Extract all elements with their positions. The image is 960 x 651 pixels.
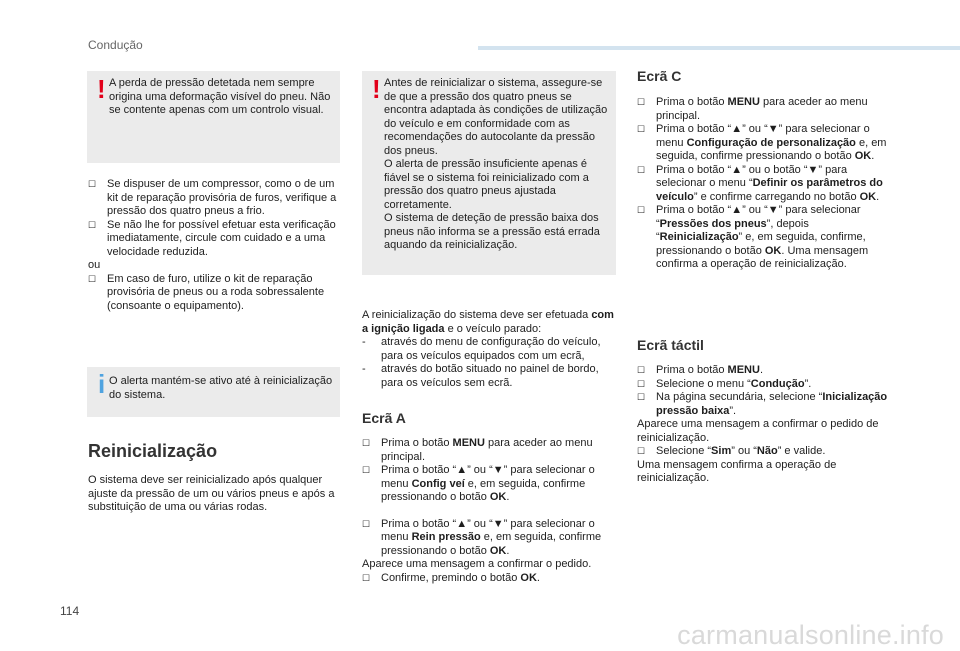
confirm-message: Aparece uma mensagem a confirmar o pedido. — [362, 558, 592, 570]
list-item: ☐ Selecione “Sim” ou “Não” e valide. — [637, 445, 826, 457]
checkbox-icon: ☐ — [637, 124, 646, 134]
watermark: carmanualsonline.info — [677, 620, 944, 650]
result-message: Uma mensagem confirma a operação de reinicialização. — [637, 458, 837, 484]
checkbox-icon: ☐ — [88, 179, 97, 189]
warning-icon: ! — [372, 74, 381, 104]
list-item: ☐ Prima o botão MENU. — [637, 364, 763, 376]
list-item: ☐ Prima o botão “▲” ou “▼” para selecionar o menu Configuração de personalização e, em seguida, confirme pressionando o botão OK. — [637, 123, 887, 162]
warning-text: Antes de reinicializar o sistema, assegure-se de que a pressão dos quatro pneus se encontra adaptada às condições de utilização do veículo e em conformidade com as recomendações do autocolante da pressão dos pneus. O alerta de pressão insuficiente apenas é fiável se o sistema foi reinicializado com a pressão dos quatro pneus ajustada corretamente. O sistema de deteção de pressão baixa dos pneus não informa se a pressão está errada aquando da reinicialização. — [384, 77, 608, 251]
checkbox-icon: ☐ — [637, 164, 646, 175]
list-item: ☐ Prima o botão “▲” ou “▼” para selecionar o menu Rein pressão e, em seguida, confirme pressionando o botão OK. — [362, 517, 602, 557]
warning-box-pressure — [87, 71, 340, 163]
header-bar — [478, 46, 960, 50]
checkbox-icon: ☐ — [362, 438, 371, 448]
reset-description: O sistema deve ser reinicializado após qualquer ajuste da pressão de um ou vários pneus e após a substituição de uma ou várias rodas. — [88, 474, 335, 513]
section-heading-ecra-c: Ecrã C — [637, 68, 682, 84]
list-item: - através do menu de configuração do veículo, para os veículos equipados com um ecrã, — [362, 336, 601, 362]
warning-text: A perda de pressão detetada nem sempre origina uma deformação visível do pneu. Não se contente apenas com um controlo visual. — [109, 77, 331, 116]
list-item: ☐ Confirme, premindo o botão OK. — [362, 571, 540, 584]
checkbox-icon: ☐ — [88, 273, 97, 284]
list-item: ☐ Prima o botão “▲” ou o botão “▼” para selecionar o menu “Definir os parâmetros do veículo” e confirme carregando no botão OK. — [637, 163, 883, 203]
checkbox-icon: ☐ — [362, 465, 371, 475]
list-item: ☐ Prima o botão MENU para aceder ao menu principal. — [362, 437, 593, 463]
reset-intro: A reinicialização do sistema deve ser efetuada com a ignição ligada e o veículo parado: - através do menu de configuração do veículo, para os veículos equipados com um ecrã, - através do botão situado no painel de bordo, para os veículos sem ecrã. — [362, 309, 616, 390]
or-label: ou — [88, 259, 101, 271]
info-text: O alerta mantém-se ativo até à reinicialização do sistema. — [109, 375, 333, 401]
warning-icon: ! — [97, 74, 106, 104]
list-item: ☐ Na página secundária, selecione “Inicialização pressão baixa”. — [637, 391, 888, 417]
ecra-tactil-steps — [637, 364, 891, 486]
list-item: ☐ Prima o botão “▲” ou “▼” para selecionar o menu Config veí e, em seguida, confirme pressionando o botão OK. — [362, 464, 595, 503]
section-heading-reinicializacao: Reinicialização — [88, 441, 218, 461]
checkbox-icon: ☐ — [362, 518, 371, 529]
info-box-alert — [87, 367, 340, 417]
list-item: ☐ Se não lhe for possível efetuar esta verificação imediatamente, circule com cuidado e a uma velocidade reduzida. — [88, 218, 336, 258]
section-heading-ecra-a: Ecrã A — [362, 410, 406, 426]
list-item: ☐ Selecione o menu “Condução”. — [637, 377, 812, 390]
confirm-message: Aparece uma mensagem a confirmar o pedido de reinicialização. — [637, 418, 879, 444]
check-list — [88, 178, 340, 313]
checkbox-icon: ☐ — [88, 219, 97, 230]
list-item: ☐ Prima o botão “▲” ou “▼” para selecionar “Pressões dos pneus”, depois “Reinicialização” e, em seguida, confirme, pressionando o botão OK. Uma mensagem confirma a operação de reinicialização. — [637, 204, 869, 270]
list-item: ☐ Prima o botão MENU para aceder ao menu principal. — [637, 96, 868, 122]
checkbox-icon: ☐ — [362, 572, 371, 583]
warning-box-reset — [362, 71, 616, 275]
section-heading-ecra-tactil: Ecrã táctil — [637, 337, 704, 353]
checkbox-icon: ☐ — [637, 97, 646, 107]
checkbox-icon: ☐ — [637, 392, 646, 402]
list-item: ☐ Se dispuser de um compressor, como o de um kit de reparação provisória de furos, verifique a pressão dos quatro pneus a frio. — [88, 178, 337, 217]
ecra-c-steps — [637, 96, 891, 272]
list-item: ☐ Em caso de furo, utilize o kit de reparação provisória de pneus ou a roda sobressalente (consoante o equipamento). — [88, 272, 325, 312]
page-number: 114 — [60, 604, 80, 618]
list-item: - através do botão situado no painel de bordo, para os veículos sem ecrã. — [362, 363, 599, 389]
info-icon: i — [98, 369, 106, 399]
checkbox-icon: ☐ — [637, 205, 646, 215]
ecra-a-steps — [362, 437, 616, 585]
checkbox-icon: ☐ — [637, 378, 646, 389]
section-label: Condução — [88, 38, 143, 52]
checkbox-icon: ☐ — [637, 446, 646, 456]
checkbox-icon: ☐ — [637, 365, 646, 375]
